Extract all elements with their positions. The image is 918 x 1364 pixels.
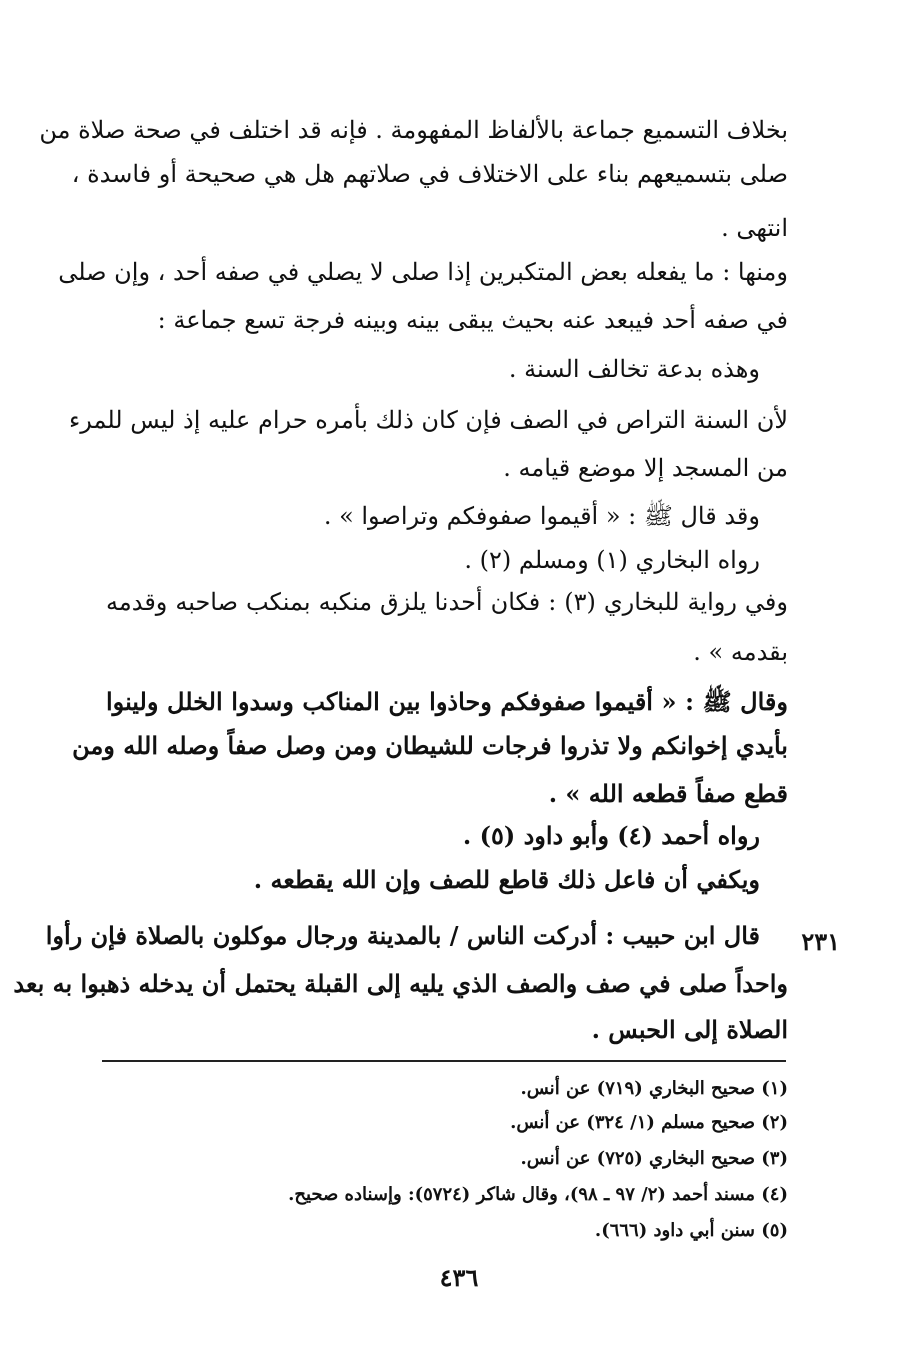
body-line-12: بقدمه » . (693, 638, 788, 666)
footnote-5: (٥) سنن أبي داود (٦٦٦). (594, 1220, 788, 1241)
body-line-17: ويكفي أن فاعل ذلك قاطع للصف وإن الله يقطعه . (253, 865, 760, 894)
body-line-2: صلى بتسميعهم بناء على الاختلاف في صلاتهم هل هي صحيحة أو فاسدة ، (71, 160, 788, 188)
body-line-3: انتهى . (721, 214, 788, 242)
body-line-5: في صفه أحد فيبعد عنه بحيث يبقى بينه وبينه فرجة تسع جماعة : (157, 306, 788, 334)
footnote-1: (١) صحيح البخاري (٧١٩) عن أنس. (520, 1078, 788, 1099)
body-line-14: بأيدي إخوانكم ولا تذروا فرجات للشيطان ومن وصل صفاً وصله الله ومن (72, 731, 788, 760)
body-line-19: واحداً صلى في صف والصف الذي يليه إلى القبلة يحتمل أن يدخله ذهبوا به بعد (13, 969, 788, 998)
body-line-1: بخلاف التسميع جماعة بالألفاظ المفهومة . فإنه قد اختلف في صحة صلاة من (39, 116, 788, 144)
body-line-4: ومنها : ما يفعله بعض المتكبرين إذا صلى لا يصلي في صفه أحد ، وإن صلى (58, 258, 788, 286)
body-line-20: الصلاة إلى الحبس . (591, 1015, 788, 1044)
footnote-separator (102, 1060, 786, 1062)
body-line-7: لأن السنة التراص في الصف فإن كان ذلك بأمره حرام عليه إذ ليس للمرء (68, 406, 788, 434)
body-line-18: قال ابن حبيب : أدركت الناس / بالمدينة ورجال موكلون بالصلاة فإن رأوا (45, 921, 760, 950)
body-line-15: قطع صفاً قطعه الله » . (548, 779, 788, 808)
footnote-4: (٤) مسند أحمد (٢/ ٩٧ ـ ٩٨)، وقال شاكر (٥٧٢٤): وإسناده صحيح. (288, 1184, 788, 1205)
side-reference-number: ٢٣١ (801, 927, 840, 956)
footnote-3: (٣) صحيح البخاري (٧٢٥) عن أنس. (520, 1148, 788, 1169)
body-line-6: وهذه بدعة تخالف السنة . (508, 355, 760, 383)
body-line-16: رواه أحمد (٤) وأبو داود (٥) . (462, 821, 760, 850)
body-line-11: وفي رواية للبخاري (٣) : فكان أحدنا يلزق منكبه بمنكب صاحبه وقدمه (106, 588, 788, 616)
body-line-13: وقال ﷺ : « أقيموا صفوفكم وحاذوا بين المناكب وسدوا الخلل ولينوا (106, 687, 788, 716)
footnote-2: (٢) صحيح مسلم (١/ ٣٢٤) عن أنس. (510, 1112, 788, 1133)
page-number: ٤٣٦ (439, 1263, 479, 1292)
body-line-9: وقد قال ﷺ : « أقيموا صفوفكم وتراصوا » . (323, 502, 760, 530)
body-line-8: من المسجد إلا موضع قيامه . (503, 454, 788, 482)
body-line-10: رواه البخاري (١) ومسلم (٢) . (464, 546, 760, 574)
